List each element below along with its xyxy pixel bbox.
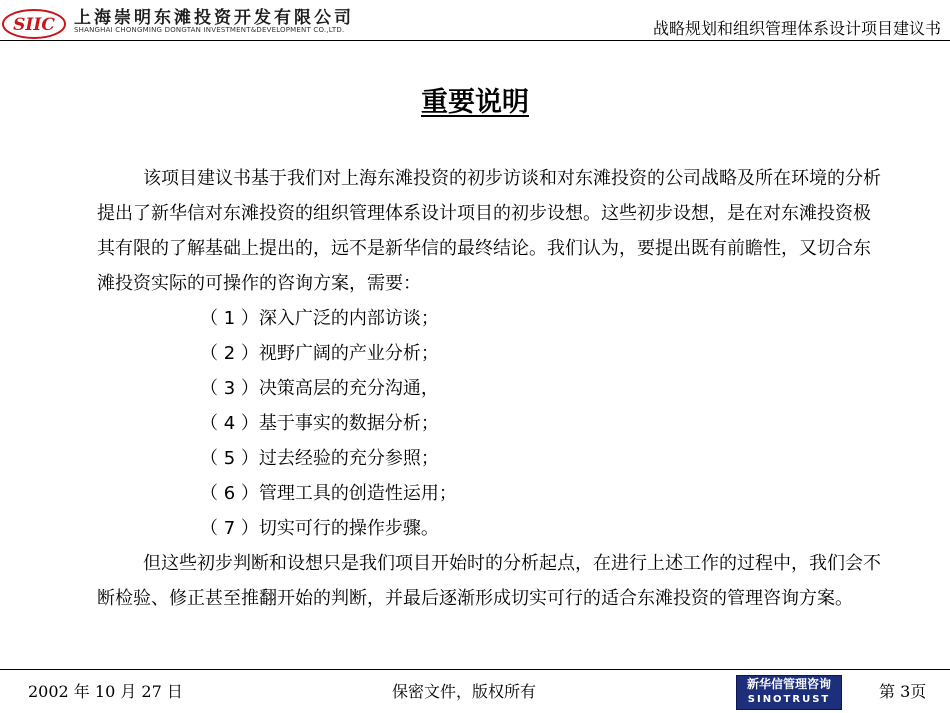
sinotrust-logo-cn: 新华信管理咨询: [746, 677, 831, 691]
list-item: （ 1 ）深入广泛的内部访谈；: [200, 308, 439, 329]
sinotrust-logo: [736, 675, 842, 710]
company-logo: [0, 0, 360, 40]
list-item: （ 6 ）管理工具的创造性运用；: [200, 483, 457, 504]
siic-logo-icon: [2, 4, 66, 40]
siic-logo-text: SIIC: [13, 15, 55, 35]
footer-date: 2002 年 10 月 27 日: [28, 682, 183, 701]
company-name-cn: 上海崇明东滩投资开发有限公司: [74, 8, 354, 28]
footer-divider: [0, 669, 950, 670]
header-divider: [0, 40, 950, 41]
intro-paragraph: 该项目建议书基于我们对上海东滩投资的初步访谈和对东滩投资的公司战略及所在环境的分析提出了新华信对东滩投资的组织管理体系设计项目的初步设想。这些初步设想，是在对东滩投资极其有限的了解基础上提出的，远不是新华信的最终结论。我们认为，要提出既有前瞻性，又切合东滩投资实际的可操作的咨询方案，需要：: [97, 168, 881, 294]
confidential-notice: 保密文件，版权所有: [392, 682, 537, 701]
company-name-en: SHANGHAI CHONGMING DONGTAN INVESTMENT&DEVELOPMENT CO.,LTD.: [74, 26, 345, 34]
closing-paragraph: 但这些初步判断和设想只是我们项目开始时的分析起点，在进行上述工作的过程中，我们会不断检验、修正甚至推翻开始的判断，并最后逐渐形成切实可行的适合东滩投资的管理咨询方案。: [97, 553, 881, 609]
list-item: （ 3 ）决策高层的充分沟通，: [200, 378, 439, 399]
document-title: 战略规划和组织管理体系设计项目建议书: [652, 19, 941, 38]
page-heading: 重要说明: [421, 87, 529, 118]
list-item: （ 5 ）过去经验的充分参照；: [200, 448, 439, 469]
page-number: 第 3页: [879, 682, 927, 701]
sinotrust-logo-en: SINOTRUST: [747, 694, 831, 705]
requirements-list: [200, 301, 457, 546]
list-item: （ 7 ）切实可行的操作步骤。: [200, 518, 439, 539]
list-item: （ 2 ）视野广阔的产业分析；: [200, 343, 439, 364]
list-item: （ 4 ）基于事实的数据分析；: [200, 413, 439, 434]
